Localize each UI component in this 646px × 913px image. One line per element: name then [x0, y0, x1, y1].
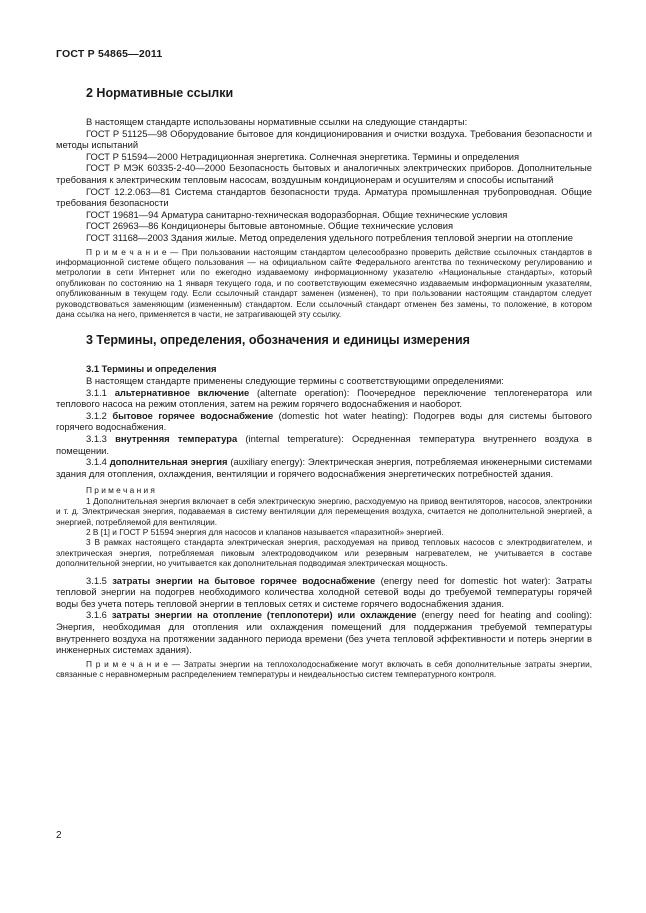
section-3-note: [56, 659, 592, 680]
ref-item: ГОСТ 12.2.063—81 Система стандартов безопасности труда. Арматура промышленная трубопроводная. Общие требования безопасности: [56, 185, 592, 209]
term-definition: (internal temperature): Осредненная температура внутреннего воздуха в помещении.: [56, 432, 592, 456]
term-number: 3.1.2: [86, 409, 113, 421]
note-item: 3 В рамках настоящего стандарта электрическая энергия, расходуемая на привод тепловых насосов с электродвигателем, и электрическая энергия, потребляемая пиковым электродоводчиком или резервным нагревателем, не учитывается в составе дополнительной энергии, но учитывается как дополнительная подводимая электрическая мощность.: [56, 537, 592, 569]
term-3-1-6: [56, 609, 592, 655]
section-3-title: 3 Термины, определения, обозначения и единицы измерения: [86, 333, 470, 348]
note-item: 2 В [1] и ГОСТ Р 51594 энергия для насосов и клапанов называется «паразитной» энергией.: [86, 526, 444, 537]
term-name: внутренняя температура: [115, 432, 238, 444]
term-3-1-4: [56, 456, 592, 479]
running-header: ГОСТ Р 54865—2011: [56, 48, 163, 60]
term-definition: (energy need for domestic hot water): Затраты тепловой энергии на подогрев необходимого количества холодной сетевой воды до требуемой температуры горячей воды без учета потерь тепловой энергии в тепловых сетях и системе горячего водоснабжения здания.: [56, 574, 593, 609]
section-2-note: [56, 247, 592, 320]
note-label: П р и м е ч а н и е: [86, 246, 167, 257]
ref-item: ГОСТ 26963—86 Кондиционеры бытовые автономные. Общие технические условия: [86, 220, 454, 232]
term-3-1-3: [56, 433, 592, 456]
page-number: 2: [56, 830, 62, 841]
term-number: 3.1.3: [86, 432, 116, 444]
section-3-intro: В настоящем стандарте применены следующие термины с соответствующими определениями:: [86, 374, 504, 386]
term-3-1-5: [56, 575, 592, 610]
ref-item: ГОСТ Р 51125—98 Оборудование бытовое для кондиционирования и очистки воздуха. Требования безопасности и методы испытаний: [56, 127, 592, 151]
term-name: альтернативное включение: [114, 386, 250, 398]
term-definition: (energy need for heating and cooling): Энергия, необходимая для отопления или охлаждения помещений для поддержания требуемой температуры внутреннего воздуха на протяжении заданного периода времени (без учета тепловой эффективности и потерь энергии в инженерных системах здания).: [56, 609, 592, 656]
note-label: П р и м е ч а н и е: [86, 658, 168, 669]
term-name: бытовое горячее водоснабжение: [112, 409, 274, 421]
term-number: 3.1.5: [86, 574, 113, 586]
term-3-1-2: [56, 410, 592, 433]
section-2-intro: В настоящем стандарте использованы нормативные ссылки на следующие стандарты:: [86, 116, 468, 127]
term-number: 3.1.4: [86, 456, 110, 468]
term-definition: (alternate operation): Поочередное переключение теплогенератора или теплового насоса на режим отопления, затем на режим горячего водоснабжения и наоборот.: [56, 386, 592, 410]
term-number: 3.1.1: [86, 386, 115, 398]
document-page: [56, 48, 592, 680]
subsection-3-1-title: 3.1 Термины и определения: [86, 363, 217, 375]
term-name: затраты энергии на бытовое горячее водоснабжение: [112, 574, 376, 586]
term-name: затраты энергии на отопление (теплопотери) или охлаждение: [111, 609, 417, 621]
term-name: дополнительная энергия: [109, 456, 228, 468]
ref-item: ГОСТ 19681—94 Арматура санитарно-техническая водоразборная. Общие технические условия: [86, 208, 508, 220]
section-2-title: 2 Нормативные ссылки: [86, 86, 234, 100]
note-text: — Затраты энергии на теплохолодоснабжение могут включать в себя дополнительные затраты энергии, связанные с неравномерным распределением температуры и неидеальностью систем температурного контроля.: [56, 658, 593, 680]
term-3-1-1: [56, 387, 592, 410]
term-definition: (auxiliary energy): Электрическая энергия, потребляемая инженерными системами здания для отопления, охлаждения, вентиляции и горячего водоснабжения энергетических потребностей здания.: [56, 456, 592, 479]
term-definition: (domestic hot water heating): Подогрев воды для системы бытового горячего водоснабжения.: [56, 409, 592, 433]
ref-item: ГОСТ 31168—2003 Здания жилые. Метод определения удельного потребления тепловой энергии на отопление: [86, 231, 574, 243]
term-number: 3.1.6: [86, 609, 112, 621]
note-item: 1 Дополнительная энергия включает в себя электрическую энергию, расходуемую на привод вентиляторов, насосов, электроники и т. д. Электрическая энергия, подаваемая в систему вентиляции для перемещения воздуха, считается не дополнительной энергией, а энергией, потребляемой для вентиляции.: [56, 495, 592, 527]
ref-item: ГОСТ Р МЭК 60335-2-40—2000 Безопасность бытовых и аналогичных электрических приборов. Дополнительные требования к электрическим тепловым насосам, воздушным кондиционерам и осушителям и способы испытаний: [56, 162, 592, 185]
ref-item: ГОСТ Р 51594—2000 Нетрадиционная энергетика. Солнечная энергетика. Термины и определения: [86, 150, 520, 162]
notes-label: П р и м е ч а н и я: [86, 485, 155, 496]
note-text: — При пользовании настоящим стандартом целесообразно проверить действие ссылочных стандартов в информационной системе общего пользования — на официальном сайте Федерального агентства по техническому регулированию и метрологии в сети Интернет или по ежегодно издаваемому информационному указателю «Национальные стандарты», который опубликован по состоянию на 1 января текущего года, и по соответствующим ежемесячно издаваемым информационным указателям, опубликованным в текущем году. Если ссылочный стандарт заменен (изменен), то при пользовании настоящим стандартом следует руководствоваться заменяющим (измененным) стандартом. Если ссылочный стандарт отменен без замены, то положение, в котором дана ссылка на него, применяется в части, не затрагивающей эту ссылку.: [56, 246, 592, 319]
